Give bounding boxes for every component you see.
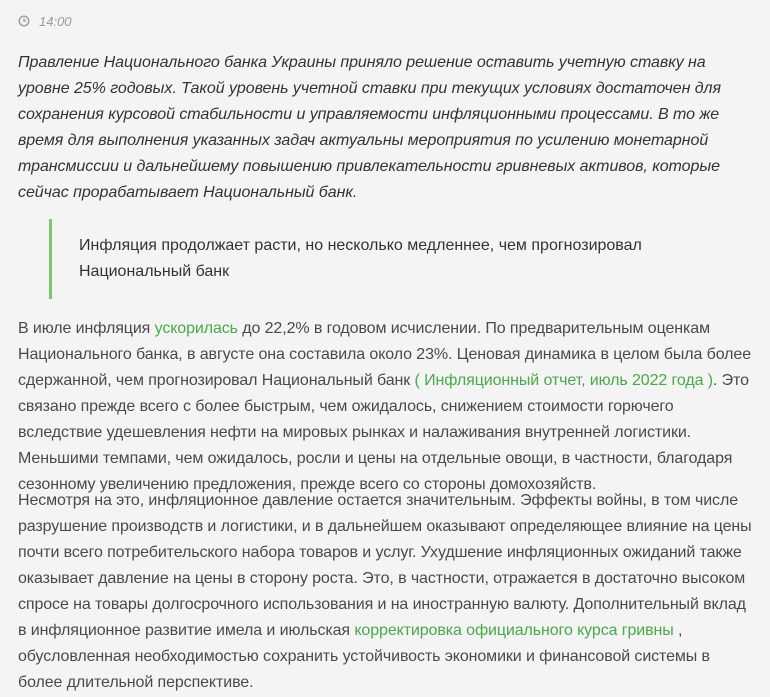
paragraph-text: , обусловленная необходимостью сохранить устойчивость экономики и финансовой системы в более длительной перспективе. [18, 622, 710, 691]
paragraph-inflation-july [18, 316, 758, 498]
paragraph-inflation-pressure [18, 488, 758, 696]
blockquote-text: Инфляция продолжает расти, но несколько медленнее, чем прогнозировал Национальный банк [79, 237, 642, 280]
post-time-text: 14:00 [39, 13, 72, 29]
paragraph-text: Несмотря на это, инфляционное давление остается значительным. Эффекты войны, в том числе разрушение производств и логистики, и в дальнейшем оказывают определяющее влияние на цены почти всего потребительского набора товаров и услуг. Ухудшение инфляционных ожиданий также оказывает давление на цены в сторону роста. Это, в частности, отражается в достаточно высоком спросе на товары долгосрочного использования и на иностранную валюту. Дополнительный вклад в инфляционное развитие имела и июльская [18, 492, 752, 639]
link-accelerated[interactable]: ускорилась [154, 320, 238, 337]
paragraph-text: до 22,2% в годовом исчислении. По предварительным оценкам Национального банка, в августе она составила около 23%. Ценовая динамика в целом была более сдержанной, чем прогнозировал Национальный банк [18, 320, 751, 389]
article-lead: Правление Национального банка Украины приняло решение оставить учетную ставку на уровне 25% годовых. Такой уровень учетной ставки при текущих условиях достаточен для сохранения курсовой стабильности и управляемости инфляционными процессами. В то же время для выполнения указанных задач актуальны мероприятия по усилению монетарной трансмиссии и дальнейшему повышению привлекательности гривневых активов, которые сейчас прорабатывает Национальный банк. [18, 54, 721, 201]
post-time [18, 10, 72, 32]
blockquote [49, 219, 739, 299]
link-exchange-rate-adjustment[interactable]: корректировка официального курса гривны [354, 622, 674, 639]
clock-icon [18, 15, 30, 27]
paragraph-text: . Это связано прежде всего с более быстрым, чем ожидалось, снижением стоимости горючего вследствие удешевления нефти на мировых рынках и налаживания внутренней логистики. Меньшими темпами, чем ожидалось, росли и цены на отдельные овощи, в частности, благодаря сезонному увеличению предложения, прежде всего со стороны домохозяйств. [18, 372, 749, 493]
paragraph-text: В июле инфляция [18, 320, 155, 337]
link-inflation-report[interactable]: ( Инфляционный отчет, июль 2022 года ) [414, 372, 713, 389]
